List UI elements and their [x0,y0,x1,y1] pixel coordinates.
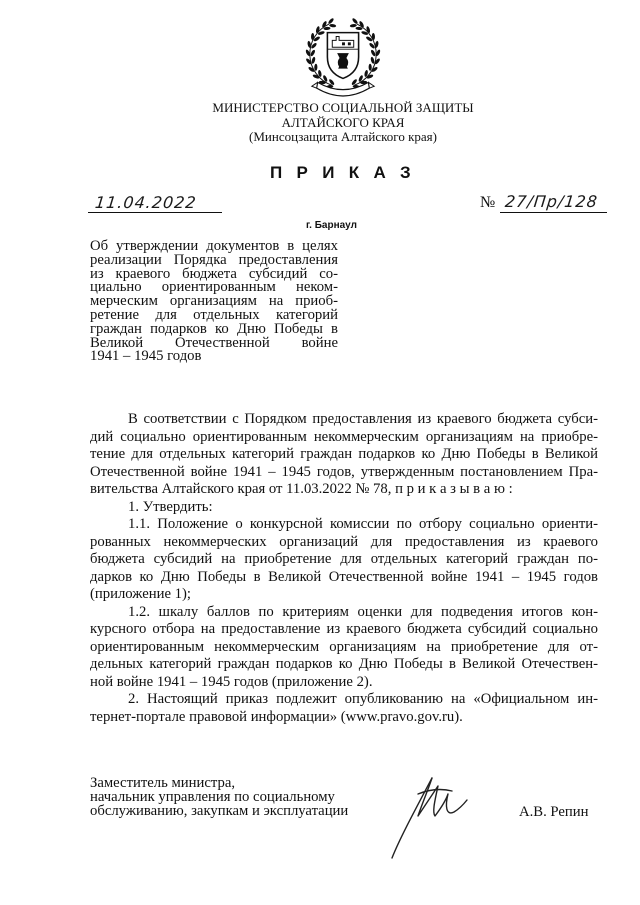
body-line: дельных категорий граждан подарков ко Дню Победы в Великой Отечествен- [90,656,598,672]
signer-position-line: начальник управления по социальному [90,789,335,805]
signer-position-line: Заместитель министра, [90,775,236,791]
title-line: Великой Отечественной войне [90,334,338,351]
body-line: 1.1. Положение о конкурсной комиссии по отбору социально ориенти- [128,516,598,532]
title-line: мерческим организациям на приоб- [90,293,338,310]
document-type-label: П Р И К А З [270,163,416,182]
number-sign: № [480,194,496,211]
body-line: дий социально ориентированным некоммерческим организациям на приобре- [90,428,598,445]
order-body [90,411,598,726]
title-line: из краевого бюджета субсидий со- [90,265,338,282]
title-line: ретение для отдельных категорий [90,306,338,323]
body-line: дарков ко Дню Победы в Великой Отечественной войне 1941 – 1945 годов [90,568,598,585]
body-line: бюджета субсидий на приобретение для отдельных категорий граждан по- [90,551,598,567]
body-line: рованных некоммерческих организаций для предоставления из краевого [90,533,598,550]
ministry-short-name: (Минсоцзащита Алтайского края) [249,129,437,144]
title-line: реализации Порядка предоставления [90,251,338,268]
title-line: 1941 – 1945 годов [90,348,202,365]
body-line: вительства Алтайского края от 11.03.2022 № 78, п р и к а з ы в а ю : [90,481,513,497]
ministry-name-line2: АЛТАЙСКОГО КРАЯ [281,114,405,130]
ministry-header [143,101,543,145]
number-underline [500,212,607,213]
body-line: Отечественной войне 1941 – 1945 годов, утвержденным постановлением Пра- [90,463,598,480]
title-line: Об утверждении документов в целях [90,238,338,254]
document-title-block [90,240,338,364]
body-line: (приложение 1); [90,586,191,602]
coat-of-arms-icon [304,13,382,99]
body-line: ориентированным некоммерческим организациям на приобретение для от- [90,638,598,655]
signer-name: А.В. Репин [519,804,589,820]
body-line: курсного отбора на предоставление из краевого бюджета субсидий социально [90,621,598,637]
ministry-name-line1: МИНИСТЕРСТВО СОЦИАЛЬНОЙ ЗАЩИТЫ [212,100,474,115]
document-city: г. Барнаул [306,220,357,231]
date-underline [88,212,222,213]
body-line: 1. Утвердить: [128,498,213,515]
title-line: циально ориентированным неком- [90,279,338,296]
body-line: тение для отдельных категорий граждан подарков ко Дню Победы в Великой [90,446,598,462]
title-line: граждан подарков ко Дню Победы в [90,320,338,337]
signer-position-block [90,776,348,818]
document-number: 27/Пр/128 [504,192,599,211]
body-line: В соответствии с Порядком предоставления из краевого бюджета субси- [128,411,598,427]
body-line: 2. Настоящий приказ подлежит опубликованию на «Официальном ин- [128,691,598,707]
handwritten-signature-icon [388,772,470,860]
body-line: 1.2. шкалу баллов по критериям оценки для подведения итогов кон- [128,603,598,620]
document-date: 11.04.2022 [94,193,198,212]
signer-position-line: обслуживанию, закупкам и эксплуатации [90,803,349,819]
body-line: тернет-портале правовой информации» (www.pravo.gov.ru). [90,708,463,725]
body-line: ной войне 1941 – 1945 годов (приложение 2). [90,673,373,690]
